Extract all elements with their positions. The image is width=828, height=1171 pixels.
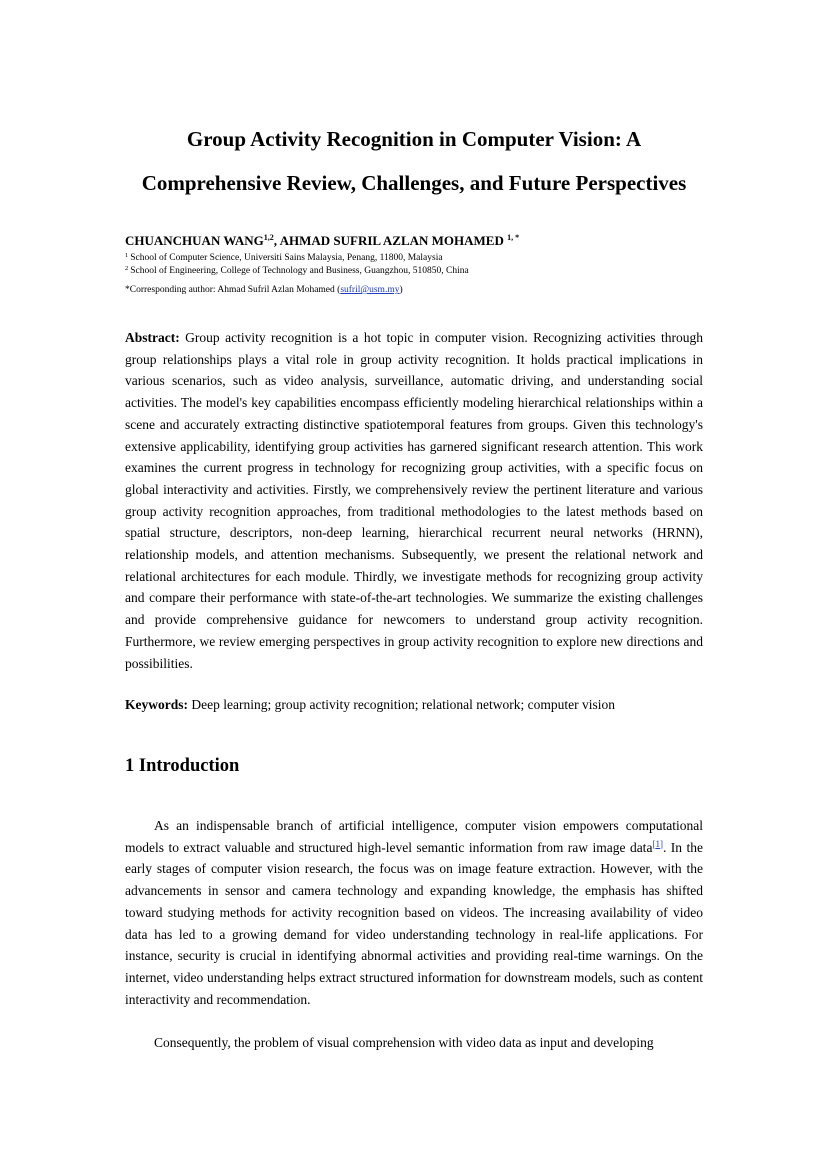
corresponding-author-prefix: *Corresponding author: Ahmad Sufril Azlan Mohamed (: [125, 285, 341, 295]
paper-title-line-2: Comprehensive Review, Challenges, and Future Perspectives: [141, 171, 687, 195]
introduction-paragraph-2: Consequently, the problem of visual comprehension with video data as input and developing: [154, 1035, 654, 1050]
affiliation-2: [125, 265, 469, 277]
affiliation-2-text: School of Engineering, College of Technology and Business, Guangzhou, 510850, China: [130, 266, 469, 276]
section-heading-introduction: 1 Introduction: [125, 756, 240, 776]
affiliation-1-text: School of Computer Science, Universiti Sains Malaysia, Penang, 11800, Malaysia: [130, 253, 443, 263]
author-1-affiliation-marker: 1,2: [263, 233, 274, 242]
corresponding-author: [125, 284, 403, 296]
abstract-text: Group activity recognition is a hot topic in computer vision. Recognizing activities through group relationships plays a vital role in group activity recognition. It holds practical implications in various scenarios, such as video analysis, surveillance, automatic driving, and understanding social activities. The model's key capabilities encompass efficiently modeling hierarchical relationships within a scene and accurately extracting distinctive spatiotemporal features from groups. Given this technology's extensive applicability, identifying group activities has garnered significant research attention. This work examines the current progress in technology for recognizing group activities, with a specific focus on global interactivity and activities. Firstly, we comprehensively review the pertinent literature and various group activity recognition approaches, from traditional methodologies to the latest methods based on spatial structure, descriptors, non-deep learning, hierarchical recurrent neural networks (HRNN), relationship models, and attention mechanisms. Subsequently, we present the relational network and relational architectures for each module. Thirdly, we investigate methods for recognizing group activity and compare their performance with state-of-the-art technologies. We summarize the existing challenges and provide comprehensive guidance for newcomers to understand group activity recognition. Furthermore, we review emerging perspectives in group activity recognition to explore new directions and possibilities.: [125, 330, 703, 671]
author-name-2: AHMAD SUFRIL AZLAN MOHAMED: [279, 233, 508, 248]
author-name-1: CHUANCHUAN WANG: [125, 233, 264, 248]
author-list: [125, 233, 519, 249]
corresponding-author-suffix: ): [399, 285, 403, 295]
keywords-label: Keywords:: [125, 697, 188, 712]
affiliation-2-number: 2: [125, 265, 129, 272]
intro-paragraph-1-text-end: . In the early stages of computer vision research, the focus was on image feature extraction. However, with the advancements in sensor and camera technology and expanding knowledge, the emphasis has shifted toward studying methods for activity recognition based on videos. The increasing availability of video data has led to a growing demand for video understanding technology in real-life applications. For instance, security is crucial in identifying abnormal activities and providing real-time warnings. On the internet, video understanding helps extract structured information for downstream models, such as content interactivity and recommendation.: [125, 839, 703, 1007]
corresponding-email-link[interactable]: sufril@usm.my: [340, 285, 400, 295]
affiliation-1: [125, 252, 443, 264]
author-separator: ,: [273, 233, 280, 248]
abstract-paragraph: [125, 327, 703, 674]
citation-open-bracket: [: [652, 838, 656, 849]
author-2-affiliation-marker: 1, *: [507, 233, 520, 242]
keywords-line: [125, 694, 703, 716]
paper-title-line-1: Group Activity Recognition in Computer Vision: A: [186, 127, 642, 151]
introduction-paragraph-1: [125, 815, 703, 1010]
affiliation-1-number: 1: [125, 252, 129, 259]
abstract-label: Abstract:: [125, 330, 180, 345]
intro-paragraph-1-text-start: As an indispensable branch of artificial intelligence, computer vision empowers computational models to extract valuable and structured high-level semantic information from raw image data: [125, 818, 703, 855]
citation-reference-1[interactable]: [652, 839, 663, 849]
citation-close-bracket: ]: [659, 838, 663, 849]
keywords-text: Deep learning; group activity recognition; relational network; computer vision: [188, 697, 616, 712]
citation-number: 1: [655, 838, 660, 849]
